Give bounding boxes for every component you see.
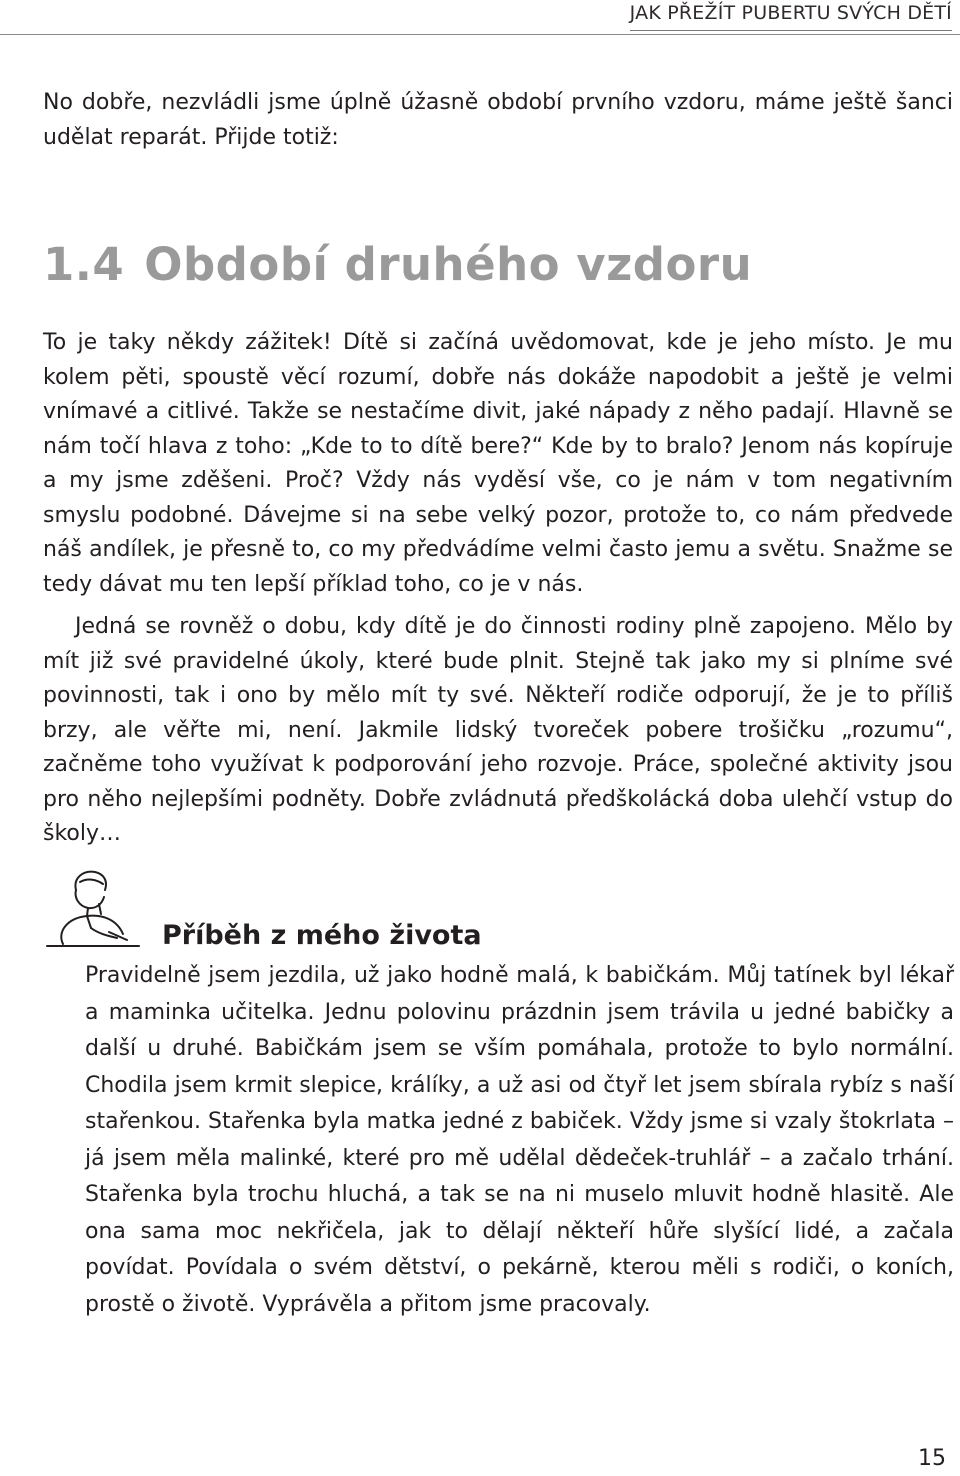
section-heading <box>43 238 752 291</box>
story-paragraph: Pravidelně jsem jezdila, už jako hodně malá, k babičkám. Můj tatínek byl lékař a maminka učitelka. Jednu polovinu prázdnin jsem trávila u jedné babičky a další u druhé. Babičkám jsem se vším pomáhala, protože to bylo normální. Chodila jsem krmit slepice, králíky, a už asi od čtyř let jsem sbírala rybíz s naší stařenkou. Stařenka byla matka jedné z babiček. Vždy jsme si vzaly štokrlata – já jsem měla malinké, které pro mě udělal dědeček-truhlář – a začalo trhání. Stařenka byla trochu hluchá, a tak se na ni muselo mluvit hodně hlasitě. Ale ona sama moc nekřičela, jak to dělají někteří hůře slyšící lidé, a začala povídat. Povídala o svém dětství, o pekárně, kterou měli s rodiči, o koních, prostě o životě. Vyprávěla a přitom jsme pracovaly. <box>85 963 954 1317</box>
section-number: 1.4 <box>43 238 125 291</box>
running-header: JAK PŘEŽÍT PUBERTU SVÝCH DĚTÍ <box>630 2 952 31</box>
intro-paragraph: No dobře, nezvládli jsme úplně úžasně období prvního vzdoru, máme ještě šanci udělat reparát. Přijde totiž: <box>43 90 953 150</box>
body-paragraph: Jedná se rovněž o dobu, kdy dítě je do činnosti rodiny plně zapojeno. Mělo by mít již své pravidelné úkoly, které bude plnit. Stejně tak jako my si plníme své povinnosti, tak i ono by mělo mít ty své. Někteří rodiče odporují, že je to příliš brzy, ale věřte mi, není. Jakmile lidský tvoreček pobere trošičku „rozumu“, začněme toho využívat k podporování jeho rozvoje. Práce, společné aktivity jsou pro něho nejlepšími podněty. Dobře zvládnutá předškolácká doba ulehčí vstup do školy… <box>43 614 953 846</box>
section-title: Období druhého vzdoru <box>144 238 753 291</box>
header-rule <box>0 34 960 35</box>
page-number: 15 <box>918 1446 946 1471</box>
story-title: Příběh z mého života <box>162 920 482 951</box>
body-paragraph: To je taky někdy zážitek! Dítě si začíná uvědomovat, kde je jeho místo. Je mu kolem pěti, spoustě věcí rozumí, dobře nás dokáže napodobit a ještě je velmi vnímavé a citlivé. Takže se nestačíme divit, jaké nápady z něho padají. Hlavně se nám točí hlava z toho: „Kde to to dítě bere?“ Kde by to bralo? Jenom nás kopíruje a my jsme zděšeni. Proč? Vždy nás vyděsí vše, co je nám v tom negativním smyslu podobné. Dávejme si na sebe velký pozor, protože to, co nám předvede náš andílek, je přesně to, co my předvádíme velmi často jemu a světu. Snažme se tedy dávat mu ten lepší příklad toho, co je v nás. <box>43 330 953 597</box>
person-writing-icon <box>43 866 143 950</box>
